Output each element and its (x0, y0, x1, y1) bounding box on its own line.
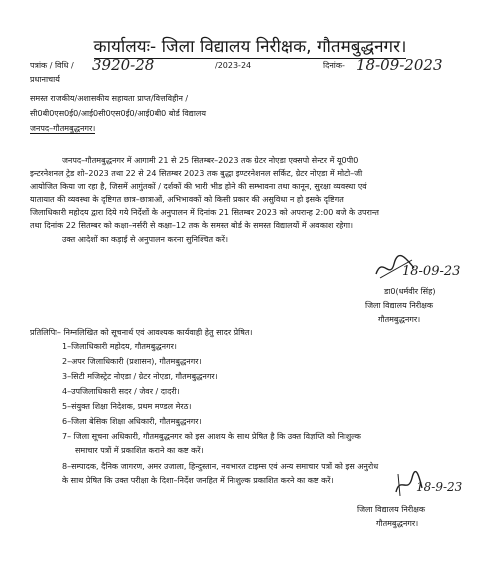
ref-year: /2023-24 (215, 61, 252, 70)
copy-item-7-line-1: 7– जिला सूचना अधिकारी, गौतमबुद्धनगर को इस आशय के साथ प्रेषित है कि उक्त विज्ञप्ति को निःशुल्क (62, 432, 361, 441)
principal-label: प्रधानाचार्य (30, 75, 60, 84)
copy-item-2: 2–अपर जिलाधिकारी (प्रशासन), गौतमबुद्धनगर। (62, 357, 202, 366)
copy-item-8-line-1: 8–सम्पादक, दैनिक जागरण, अमर उजाला, हिन्दुस्तान, नवभारत टाइम्स एवं अन्य समाचार पत्रों को इस अनुरोध (62, 462, 379, 471)
body-line-5: जिलाधिकारी महोदय द्वारा दिये गये निर्देशों के अनुपालन में दिनांक 21 सितम्बर 2023 को अपरान्ह 2:00 बजे के उपरान्त (30, 208, 379, 217)
body-line-4: यातायात की व्यवस्था के दृष्टिगत छात्र–छात्राओं, अभिभावकों को किसी प्रकार की असुविधा न हो इसके दृष्टिगत (30, 195, 344, 204)
officer-place-1: गौतमबुद्धनगर। (378, 315, 421, 324)
body-line-2: इन्टरनेशनल ट्रेड शो–2023 तथा 22 से 24 सितम्बर 2023 तक बुद्धा इण्टरनेशनल सर्किट, ग्रेटर नोएडा में मोटो–जी (30, 169, 363, 178)
body-line-1: जनपद–गौतमबुद्धनगर में आगामी 21 से 25 सितम्बर–2023 तक ग्रेटर नोएडा एक्सपो सेन्टर में यू0पी0 (62, 156, 359, 165)
ref-number: 3920-28 (92, 56, 155, 74)
copy-item-8-line-2: के साथ प्रेषित कि उक्त परीक्षा के दिशा–निर्देश जनहित में निःशुल्क प्रकाशित करने का कष्ट करें। (62, 476, 334, 485)
signature-date-2: 18-9-23 (416, 480, 463, 494)
copy-item-3: 3–सिटी मजिस्ट्रेट नोएडा / ग्रेटर नोएडा, गौतमबुद्धनगर। (62, 372, 218, 381)
copy-item-6: 6–जिला बेसिक शिक्षा अधिकारी, गौतमबुद्धनगर। (62, 417, 202, 426)
body-line-6: तथा दिनांक 22 सितम्बर को कक्षा–नर्सरी से कक्षा–12 तक के समस्त बोर्ड के समस्त विद्यालयों में अवकाश रहेगा। (30, 221, 354, 230)
copy-item-4: 4–उपजिलाधिकारी सदर / जेवर / दादरी। (62, 387, 180, 396)
body-line-3: आयोजित किया जा रहा है, जिसमें आगुंतकों / दर्शकों की भारी भीड होने की सम्भावना तथा कानून, सुरक्षा व्यवस्था एवं (30, 182, 367, 191)
copy-item-5: 5–संयुक्त शिक्षा निदेशक, प्रथम मण्डल मेरठ। (62, 402, 192, 411)
signature-date-1: 18-09-23 (402, 264, 461, 279)
date-label: दिनांक- (323, 61, 345, 70)
officer-name: डा0(धर्मवीर सिंह) (384, 287, 436, 296)
officer-place-2: गौतमबुद्धनगर। (376, 519, 419, 528)
letter-date: 18-09-2023 (356, 56, 443, 74)
office-title: कार्यालयः- जिला विद्यालय निरीक्षक, गौतमबुद्धनगर। (93, 37, 407, 57)
officer-designation-1: जिला विद्यालय निरीक्षक (365, 301, 434, 310)
recipient-line-3: जनपद–गौतमबुद्धनगर। (30, 124, 96, 133)
copy-item-1: 1–जिलाधिकारी महोदय, गौतमबुद्धनगर। (62, 342, 177, 351)
recipient-line-2: सी0बी0एस0ई0/आई0सी0एस0ई0/आई0बी0 बोर्ड विद्यालय (30, 109, 206, 118)
ref-label: पत्रांक / विधि / (30, 61, 74, 70)
body-line-7: उक्त आदेशों का कड़ाई से अनुपालन करना सुनिश्चित करें। (62, 235, 228, 244)
officer-designation-2: जिला विद्यालय निरीक्षक (357, 505, 426, 514)
recipient-line-1: समस्त राजकीय/अशासकीय सहायता प्राप्त/वित्तविहीन / (30, 94, 189, 103)
copy-item-7-line-2: समाचार पत्रों में प्रकाशित कराने का कष्ट करें। (75, 446, 204, 455)
copy-intro: प्रतिलिपिः– निम्नलिखित को सूचनार्थ एवं आवश्यक कार्यवाही हेतु सादर प्रेषित। (30, 328, 253, 337)
